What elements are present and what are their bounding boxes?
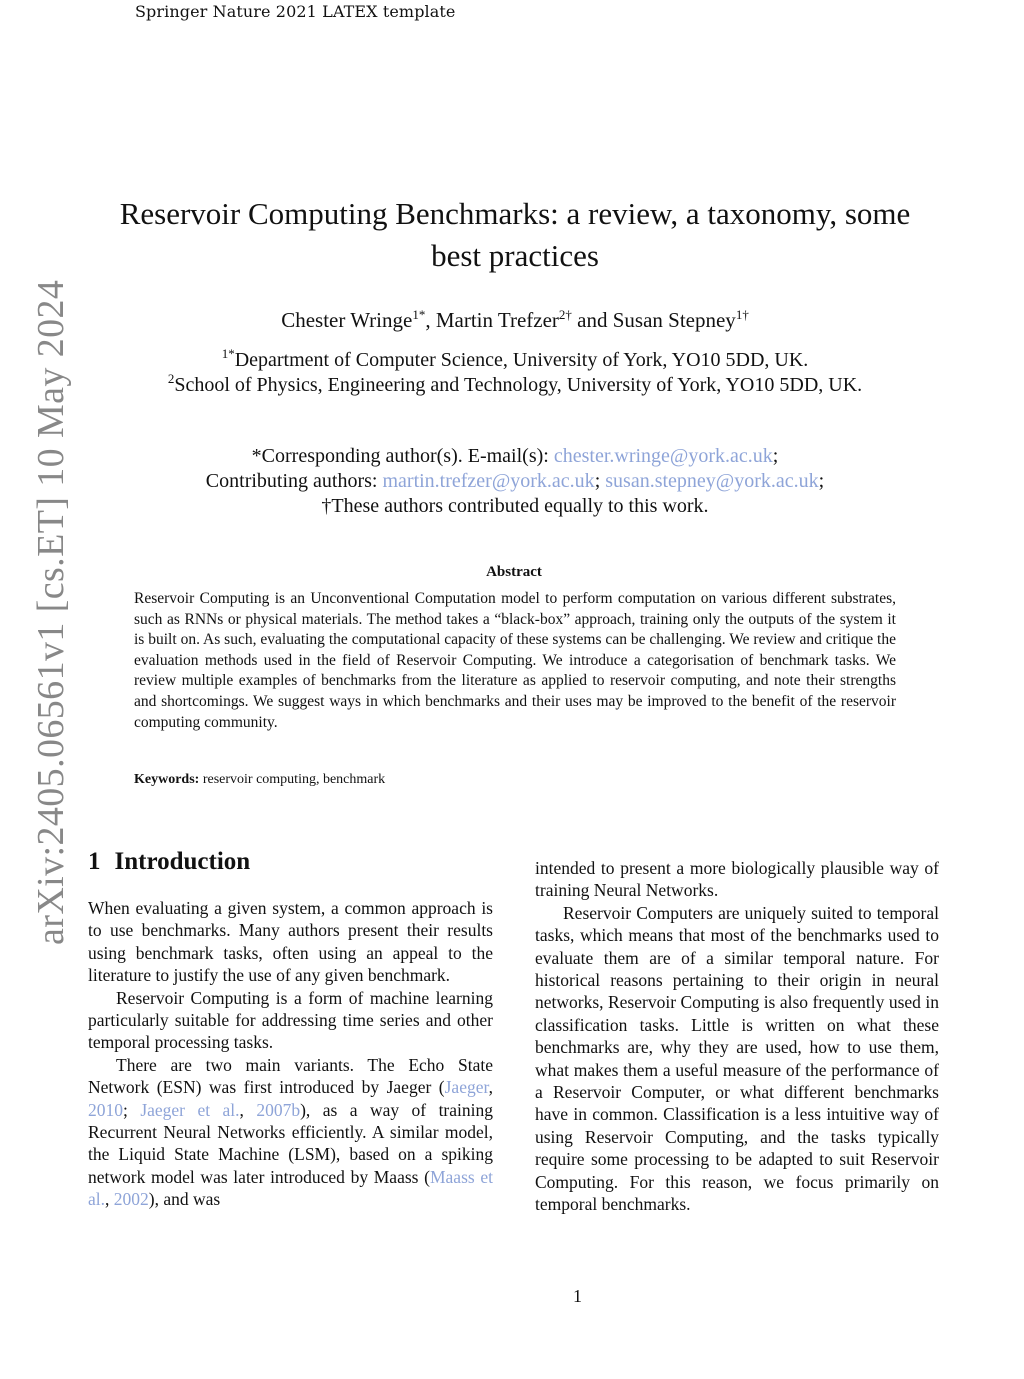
section-number: 1 (88, 848, 101, 875)
citation-link[interactable]: 2007b (256, 1099, 301, 1120)
corresponding-email-link[interactable]: chester.wringe@york.ac.uk (553, 445, 773, 467)
contact-info (100, 444, 930, 519)
page-number: 1 (573, 1286, 582, 1306)
citation-link[interactable]: Maass et al. (88, 1166, 493, 1210)
section-heading-introduction (88, 848, 250, 876)
right-column (535, 857, 939, 1216)
citation-link[interactable]: 2002 (113, 1189, 149, 1210)
author-mark: 1† (735, 307, 749, 322)
corresponding-author-line: *Corresponding author(s). E-mail(s): chester.wringe@york.ac.uk; (251, 445, 779, 467)
affiliation-mark: 2 (167, 371, 175, 386)
keywords (134, 772, 834, 788)
abstract-heading: Abstract (486, 564, 542, 580)
author-list: Chester Wringe$^{1*}$, Martin Trefzer$^{2\dagger}$ and Susan Stepney$^{1\dagger}$ (281, 307, 749, 332)
contributing-label: Contributing authors: (205, 470, 378, 492)
corresponding-label: *Corresponding author(s). E-mail(s): (251, 445, 549, 467)
left-column (88, 897, 493, 1211)
contributing-authors-line: Contributing authors: martin.trefzer@york.ac.uk; susan.stepney@york.ac.uk; (205, 470, 825, 492)
running-head: Springer Nature 2021 LATEX template (135, 2, 456, 21)
affiliation-mark: 1* (221, 346, 235, 361)
affiliation-text: Department of Computer Science, University of York, YO10 5DD, UK. (234, 349, 809, 371)
equal-contribution-note: †These authors contributed equally to this work. (321, 495, 709, 517)
paragraph: intended to present a more biologically plausible way of training Neural Networks. (535, 858, 939, 901)
paragraph-text: ), and was (148, 1189, 221, 1210)
keywords-label: Keywords: (134, 772, 200, 787)
section-title: Introduction (114, 848, 251, 875)
paragraph: Reservoir Computing is a form of machine learning particularly suitable for addressing time series and other temporal processing tasks. (88, 987, 493, 1053)
contributing-email-link-2[interactable]: susan.stepney@york.ac.uk (605, 470, 819, 492)
arxiv-identifier-stamp: arXiv:2405.06561v1 [cs.ET] 10 May 2024 (30, 279, 72, 945)
author-name: Susan Stepney (612, 308, 736, 332)
contributing-email-link-1[interactable]: martin.trefzer@york.ac.uk (382, 470, 595, 492)
paper-title: Reservoir Computing Benchmarks: a review, a taxonomy, some best practices (119, 196, 911, 273)
paragraph-text: There are two main variants. The Echo State Network (ESN) was first introduced by Jaeger ( (88, 1054, 493, 1098)
citation-link[interactable]: Jaeger (444, 1077, 489, 1098)
keywords-text: reservoir computing, benchmark (202, 772, 386, 787)
paragraph-with-citations (88, 1054, 493, 1211)
paragraph: Reservoir Computers are uniquely suited to temporal tasks, which means that most of the benchmarks used to evaluate them are of a similar temporal nature. For historical reasons pertaining to their origin in neural networks, Reservoir Computing is also frequently used in classification tasks. Little is written on what these benchmarks are, why they are used, how to use them, what makes them a useful measure of the performance of a Reservoir Computer, or what different benchmarks have in common. Classification is a less intuitive way of using Reservoir Computing, and the tasks typically require some processing to be adapted to suit Reservoir Computing. For this reason, we focus primarily on temporal benchmarks. (535, 902, 939, 1215)
citation-separator: , (488, 1077, 493, 1098)
citation-link[interactable]: Jaeger et al. (140, 1099, 240, 1120)
paragraph-text: ), as a way of training Recurrent Neural Networks efficiently. A similar model, the Liquid State Machine (LSM), based on a spiking network model was later introduced by Maass ( (88, 1099, 494, 1187)
citation-separator: , (105, 1189, 114, 1210)
author-name: Chester Wringe (281, 308, 413, 332)
affiliation-line (100, 373, 930, 398)
paragraph: When evaluating a given system, a common approach is to use benchmarks. Many authors present their results using benchmark tasks, often using an appeal to the literature to justify the use of any given benchmark. (88, 898, 493, 986)
citation-separator: , (239, 1099, 257, 1120)
citation-link[interactable]: 2010 (88, 1099, 123, 1120)
author-mark: 1* (412, 307, 426, 322)
affiliations (100, 348, 930, 398)
abstract-text: Reservoir Computing is an Unconventional Computation model to perform computation on various different substrates, such as RNNs or physical materials. The method takes a “black-box” approach, training only the outputs of the system it is built on. As such, evaluating the computational capacity of these systems can be challenging. We review and critique the evaluation methods used in the field of Reservoir Computing. We introduce a categorisation of benchmark tasks. We review multiple examples of benchmarks from the literature as applied to reservoir computing, and note their strengths and shortcomings. We suggest ways in which benchmarks and their uses may be improved to the benefit of the reservoir computing community. (134, 590, 896, 731)
author-mark: 2† (558, 307, 572, 322)
affiliation-text: School of Physics, Engineering and Technology, University of York, YO10 5DD, UK. (174, 374, 863, 396)
citation-separator: ; (123, 1099, 141, 1120)
author-name: Martin Trefzer (435, 308, 559, 332)
affiliation-line (100, 348, 930, 373)
